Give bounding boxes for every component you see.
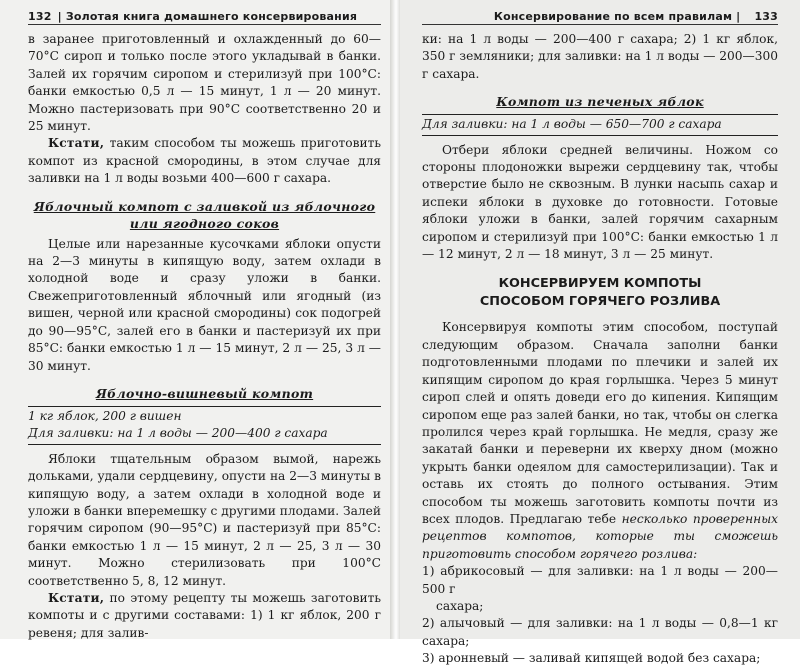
note-text: по этому рецепту ты можешь заготовить компоты и с другими составами: 1) 1 кг яблок, 200 г ревеня; для залив-: [28, 590, 381, 640]
section-heading-line: КОНСЕРВИРУЕМ КОМПОТЫ: [498, 276, 702, 292]
list-item: [422, 563, 778, 615]
ingredients-line: Для заливки: на 1 л воды — 650—700 г сахара: [422, 117, 722, 132]
running-head-right: Консервирование по всем правилам | 133: [422, 10, 778, 25]
list-item: 3) аронневый — заливай кипящей водой без сахара;: [422, 651, 761, 666]
paragraph-note: [28, 590, 381, 642]
paragraph: Яблоки тщательным образом вымой, нарежь дольками, удали сердцевину, опусти на 2—3 минуты в кипящую воду, а затем охлади в холодной воде и уложи в банки вперемешку с другими плодами. Залей горячим сиропом (90—95°С) и пастеризуй при 85°С: банки емкостью 1 л — 15 минут, 2 л — 25, 3 л — 30 минут. Можно стерилизовать при 100°С соответственно 5, 8, 12 минут.: [28, 451, 381, 588]
note-keyword: Кстати,: [48, 136, 105, 151]
recipe-heading: Компот из печеных яблок: [496, 94, 704, 110]
paragraph-italic-text: несколько проверенных рецептов компотов, которые ты сможешь приготовить способом горячего розлива:: [422, 511, 778, 561]
running-head-title-left: Золотая книга домашнего консервирования: [65, 10, 358, 23]
recipe-heading: Яблочно-вишневый компот: [95, 385, 314, 401]
recipe-heading: Яблочный компот с заливкой из яблочного или ягодного соков: [33, 198, 376, 231]
list-item-continuation: сахара;: [436, 598, 484, 613]
paragraph: в заранее приготовленный и охлажденный до 60—70°С сироп и только после этого укладывай в банки. Залей их горячим сиропом и стерилизуй при 100°С: банки емкостью 0,5 л — 15 минут, 1 л — 20 минут. Можно пастеризовать при 90°С соответственно 20 и 25 минут.: [28, 32, 381, 134]
page-number-right: 133: [754, 10, 778, 23]
paragraph-text: Консервируя компоты этим способом, поступай следующим образом. Сначала заполни банки подготовленными плодами по плечики и залей их кипящим сиропом до края горлышка. Через 5 минут сироп слей и опять доведи его до кипения. Кипящим сиропом еще раз залей банки, но так, чтобы он слегка пролился через край горлышка. Не медля, сразу же закатай банки и переверни их кверху дном (можно укрыть банки одеялом для самостерилизации). Так и оставь их стоять до полного остывания. Этим способом ты можешь заготовить компоты почти из всех плодов. Предлагаю тебе: [422, 320, 778, 526]
ingredients-line: 1 кг яблок, 200 г вишен: [28, 408, 182, 423]
list-item: 2) алычовый — для заливки: на 1 л воды — 0,8—1 кг сахара;: [422, 616, 778, 648]
ingredients-box: [28, 406, 381, 445]
note-text: таким способом ты можешь приготовить компот из красной смородины, в этом случае для заливки на 1 л воды возьми 400—600 г сахара.: [28, 136, 381, 186]
running-head-title-right: Консервирование по всем правилам: [493, 10, 733, 23]
list-item-text: 1) абрикосовый — для заливки: на 1 л воды — 200—500 г: [422, 564, 778, 596]
page-number-left: 132: [28, 10, 52, 23]
ingredients-line: Для заливки: на 1 л воды — 200—400 г сахара: [28, 426, 328, 441]
right-page: [400, 0, 800, 666]
section-heading-line: СПОСОБОМ ГОРЯЧЕГО РОЗЛИВА: [479, 294, 721, 310]
paragraph: [422, 319, 778, 563]
paragraph: Целые или нарезанные кусочками яблоки опусти на 2—3 минуты в кипящую воду, затем охлади в холодной воде и сразу уложи в банки. Свежеприготовленный яблочный или ягодный (из вишен, черной или красной смородины) сок подогрей до 90—95°С, залей его в банки и пастеризуй их при 85°С: банки емкостью 1 л — 15 минут, 2 л — 25, 3 л — 30 минут.: [28, 236, 381, 373]
note-keyword: Кстати,: [48, 590, 105, 605]
ingredients-box: [422, 114, 778, 135]
paragraph-note: [28, 135, 381, 187]
section-heading: [422, 275, 778, 311]
running-head-left: 132 | Золотая книга домашнего консервирования: [28, 10, 381, 25]
left-page: [0, 0, 393, 639]
paragraph: ки: на 1 л воды — 200—400 г сахара; 2) 1 кг яблок, 350 г земляники; для заливки: на 1 л воды — 200—300 г сахара.: [422, 32, 778, 81]
paragraph: Отбери яблоки средней величины. Ножом со стороны плодоножки вырежи сердцевину так, чтобы отверстие было не сквозным. В лунки насыпь сахар и испеки яблоки в духовке до готовности. Готовые яблоки уложи в банки, залей горячим сахарным сиропом и стерилизуй при 100°С: банки емкостью 1 л — 12 минут, 2 л — 18 минут, 3 л — 25 минут.: [422, 142, 778, 262]
